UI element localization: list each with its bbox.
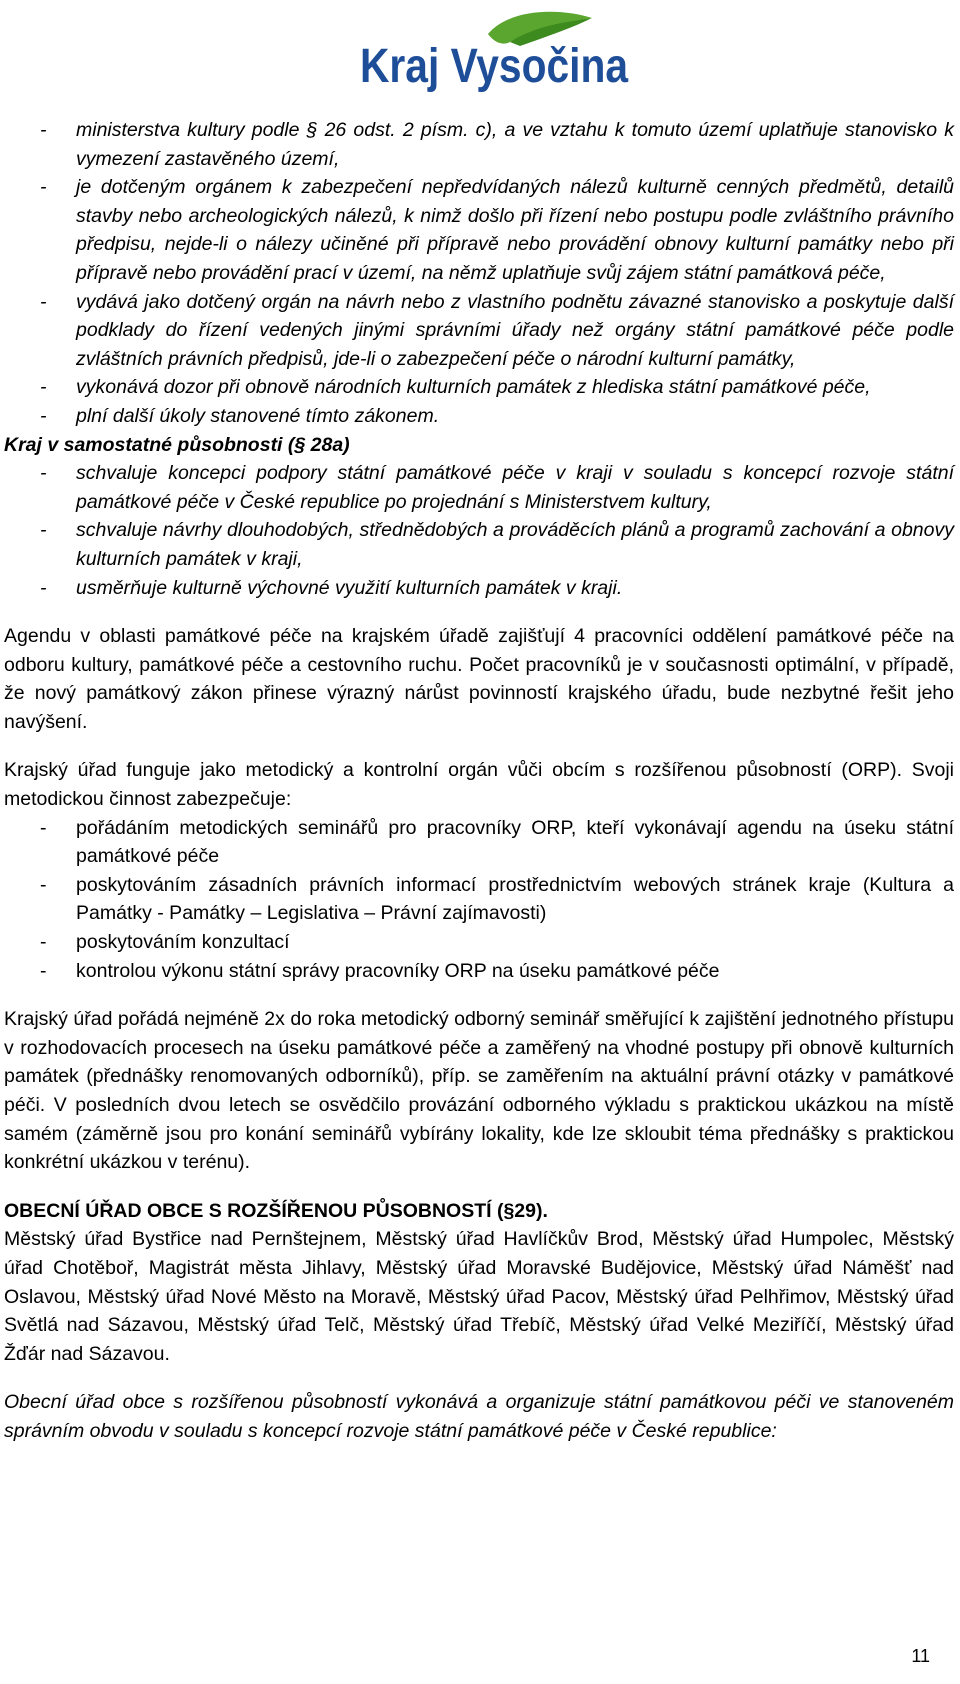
list-item: - ministerstva kultury podle § 26 odst. 2 písm. c), a ve vztahu k tomuto území uplatňuje stanovisko k vymezení zastavěného území, bbox=[4, 116, 954, 173]
list-item: - schvaluje koncepci podpory státní památkové péče v kraji v souladu s koncepcí rozvoje státní památkové péče v České republice po projednání s Ministerstvem kultury, bbox=[4, 459, 954, 516]
list-item-text: schvaluje návrhy dlouhodobých, střednědobých a prováděcích plánů a programů zachování a obnovy kulturních památek v kraji, bbox=[76, 519, 954, 570]
list-item-text: poskytováním zásadních právních informací prostřednictvím webových stránek kraje (Kultura a Památky - Památky – Legislativa – Právní zajímavosti) bbox=[76, 873, 954, 925]
list-item: - pořádáním metodických seminářů pro pracovníky ORP, kteří vykonávají agendu na úseku státní památkové péče bbox=[4, 814, 954, 871]
list-item-text: vykonává dozor při obnově národních kulturních památek z hlediska státní památkové péče, bbox=[76, 376, 871, 399]
paragraph-methodical: Krajský úřad funguje jako metodický a kontrolní orgán vůči obcím s rozšířenou působností (ORP). Svoji metodickou činnost zabezpečuje: bbox=[4, 759, 954, 811]
list-duties-ministry bbox=[4, 116, 954, 431]
paragraph-orp-offices: Městský úřad Bystřice nad Pernštejnem, Městský úřad Havlíčkův Brod, Městský úřad Humpolec, Městský úřad Chotěboř, Magistrát města Jihlavy, Městský úřad Moravské Budějovice, Městský úřad Náměšť nad Oslavou, Městský úřad Nové Město na Moravě, Městský úřad Pacov, Městský úřad Pelhřimov, Městský úřad Světlá nad Sázavou, Městský úřad Telč, Městský úřad Třebíč, Městský úřad Velké Meziříčí, Městský úřad Žďár nad Sázavou. bbox=[4, 1228, 954, 1365]
logo-text: Kraj Vysočina bbox=[360, 40, 629, 93]
paragraph-seminar: Krajský úřad pořádá nejméně 2x do roka metodický odborný seminář směřující k zajištění jednotného přístupu v rozhodovacích procesech na úseku památkové péče a zaměřený na vhodné postupy při obnově kulturních památek (přednášky renomovaných odborníků), příp. se zaměřením na aktuální právní otázky v památkové péči. V posledních dvou letech se osvědčilo provázání odborného výkladu s praktickou ukázkou na místě samém (záměrně jsou pro konání seminářů vybírány lokality, kde lze skloubit téma přednášky s praktickou konkrétní ukázkou v terénu). bbox=[4, 1008, 954, 1174]
list-item: - je dotčeným orgánem k zabezpečení nepředvídaných nálezů kulturně cenných předmětů, detailů stavby nebo archeologických nálezů, k nimž došlo při řízení nebo postupu podle zvláštního právního předpisu, nejde-li o nálezy učiněné při přípravě nebo provádění obnovy kulturní památky nebo při přípravě nebo provádění prací v území, na němž uplatňuje svůj zájem státní památková péče, bbox=[4, 173, 954, 287]
list-item-text: schvaluje koncepci podpory státní památkové péče v kraji v souladu s koncepcí rozvoje státní památkové péče v České republice po projednání s Ministerstvem kultury, bbox=[76, 462, 954, 513]
list-item-text: vydává jako dotčený orgán na návrh nebo z vlastního podnětu závazné stanovisko a poskytuje další podklady do řízení vedených jinými správními úřady než orgány státní památkové péče podle zvláštních právních předpisů, jde-li o zabezpečení péče o národní kulturní památky, bbox=[76, 290, 954, 370]
list-item-text: je dotčeným orgánem k zabezpečení nepředvídaných nálezů kulturně cenných předmětů, detailů stavby nebo archeologických nálezů, k nimž došlo při řízení nebo postupu podle zvláštního právního předpisu, nejde-li o nálezy učiněné při přípravě nebo provádění obnovy kulturní památky nebo při přípravě nebo provádění prací v území, na němž uplatňuje svůj zájem státní památková péče, bbox=[76, 176, 954, 284]
list-item: - plní další úkoly stanovené tímto zákonem. bbox=[4, 402, 954, 431]
list-methodical-activities bbox=[4, 814, 954, 986]
paragraph-orp-duties: Obecní úřad obce s rozšířenou působností vykonává a organizuje státní památkovou péči ve stanoveném správním obvodu v souladu s koncepcí rozvoje státní památkové péče v České republice: bbox=[4, 1391, 954, 1442]
list-item: - usměrňuje kulturně výchovné využití kulturních památek v kraji. bbox=[4, 574, 954, 603]
list-item: - poskytováním konzultací bbox=[4, 928, 954, 957]
list-item-text: kontrolou výkonu státní správy pracovníky ORP na úseku památkové péče bbox=[76, 959, 720, 982]
list-item-text: poskytováním konzultací bbox=[76, 931, 290, 954]
section-heading-kraj: Kraj v samostatné působnosti (§ 28a) bbox=[4, 433, 350, 456]
list-item: - poskytováním zásadních právních informací prostřednictvím webových stránek kraje (Kultura a Památky - Památky – Legislativa – Právní zajímavosti) bbox=[4, 871, 954, 928]
kraj-vysocina-logo bbox=[360, 6, 630, 98]
page-number: 11 bbox=[911, 1646, 930, 1666]
paragraph-agenda: Agendu v oblasti památkové péče na krajském úřadě zajišťují 4 pracovníci oddělení památkové péče na odboru kultury, památkové péče a cestovního ruchu. Počet pracovníků je v současnosti optimální, v případě, že nový památkový zákon přinese výrazný nárůst povinností krajského úřadu, bude nezbytné řešit jeho navýšení. bbox=[4, 625, 954, 733]
list-item-text: pořádáním metodických seminářů pro pracovníky ORP, kteří vykonávají agendu na úseku státní památkové péče bbox=[76, 816, 954, 868]
list-item-text: usměrňuje kulturně výchovné využití kulturních památek v kraji. bbox=[76, 576, 623, 599]
list-item-text: ministerstva kultury podle § 26 odst. 2 písm. c), a ve vztahu k tomuto území uplatňuje stanovisko k vymezení zastavěného území, bbox=[76, 119, 954, 170]
list-item: - vykonává dozor při obnově národních kulturních památek z hlediska státní památkové péče, bbox=[4, 373, 954, 402]
list-item-text: plní další úkoly stanovené tímto zákonem. bbox=[76, 404, 440, 427]
document-body bbox=[4, 116, 954, 1446]
list-duties-kraj bbox=[4, 459, 954, 602]
list-item: - vydává jako dotčený orgán na návrh nebo z vlastního podnětu závazné stanovisko a poskytuje další podklady do řízení vedených jinými správními úřady než orgány státní památkové péče podle zvláštních právních předpisů, jde-li o zabezpečení péče o národní kulturní památky, bbox=[4, 288, 954, 374]
list-item: - schvaluje návrhy dlouhodobých, střednědobých a prováděcích plánů a programů zachování a obnovy kulturních památek v kraji, bbox=[4, 516, 954, 573]
section-heading-orp: OBECNÍ ÚŘAD OBCE S ROZŠÍŘENOU PŮSOBNOSTÍ (§29). bbox=[4, 1199, 548, 1222]
list-item: - kontrolou výkonu státní správy pracovníky ORP na úseku památkové péče bbox=[4, 957, 954, 986]
